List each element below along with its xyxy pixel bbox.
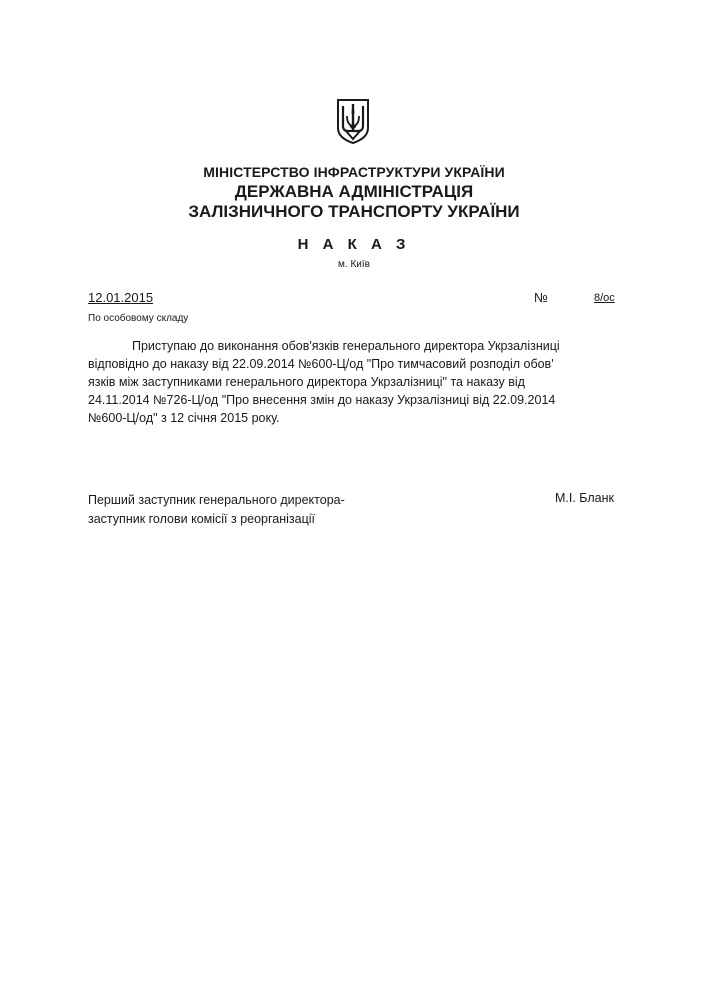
order-date: 12.01.2015 (88, 290, 154, 305)
city: м. Київ (338, 259, 370, 270)
order-number-value: 8/ос (594, 292, 615, 304)
body-line: Приступаю до виконання обов'язків генерального директора Укрзалізниці (132, 339, 560, 353)
trident-emblem-icon (336, 98, 370, 144)
signatory-position (88, 491, 345, 529)
order-number-label: № (534, 290, 548, 305)
ministry-name: МІНІСТЕРСТВО ІНФРАСТРУКТУРИ УКРАЇНИ (203, 164, 505, 180)
order-body (88, 337, 618, 427)
transport-name: ЗАЛІЗНИЧНОГО ТРАНСПОРТУ УКРАЇНИ (188, 202, 520, 221)
administration-name: ДЕРЖАВНА АДМІНІСТРАЦІЯ (234, 182, 474, 201)
body-line: язків між заступниками генерального директора Укрзалізниці" та наказу від (88, 375, 525, 389)
order-subject: По особовому складу (88, 313, 189, 324)
signatory-position-line-1: Перший заступник генерального директора- (88, 493, 345, 507)
signatory-name: М.І. Бланк (555, 491, 614, 505)
signatory-position-line-2: заступник голови комісії з реорганізації (88, 512, 316, 526)
body-line: 24.11.2014 №726-Ц/од "Про внесення змін до наказу Укрзалізниці від 22.09.2014 (88, 393, 556, 407)
body-line: відповідно до наказу від 22.09.2014 №600-Ц/од "Про тимчасовий розподіл обов' (88, 357, 554, 371)
body-line: №600-Ц/од" з 12 січня 2015 року. (88, 411, 280, 425)
order-title: Н А К А З (297, 236, 411, 253)
